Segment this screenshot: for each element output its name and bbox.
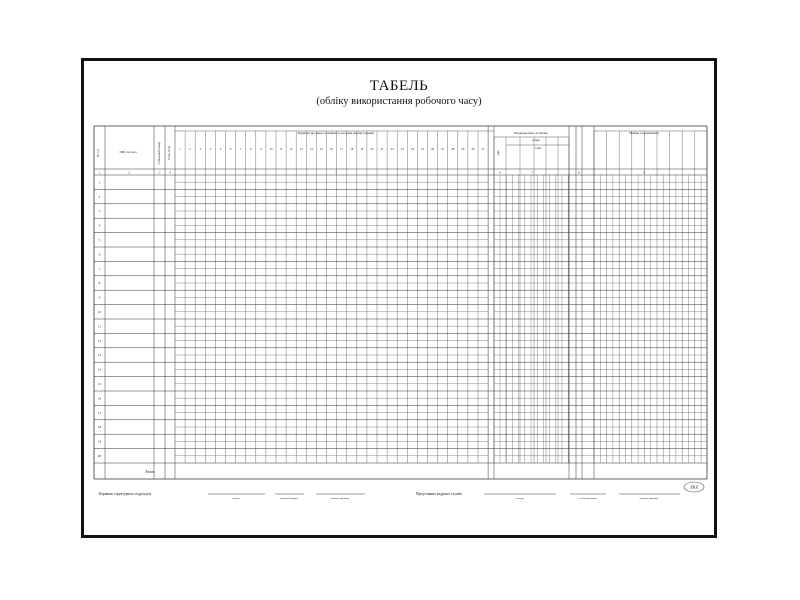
worked-sub-of-them: з них	[534, 146, 542, 150]
table-header	[96, 131, 659, 474]
day-number-4: 4	[209, 147, 212, 151]
column-number-6: 6	[499, 170, 501, 175]
col-tab-header: Табельний номер	[157, 141, 161, 165]
row-number-8: 8	[98, 281, 101, 286]
footer-right-label: Представник кадрової служби	[416, 492, 463, 496]
day-number-17: 17	[340, 147, 344, 151]
row-number-15: 15	[97, 382, 102, 386]
col-no-header: № з/п	[96, 149, 100, 157]
column-number-7: 7	[531, 170, 533, 175]
absences-header: Неявки за причинами	[629, 131, 659, 135]
row-number-14: 14	[97, 367, 102, 372]
table-grid	[94, 126, 707, 479]
day-number-8: 8	[250, 147, 252, 151]
day-number-23: 23	[400, 147, 404, 151]
page-title: ТАБЕЛЬ	[369, 78, 429, 94]
day-number-28: 28	[451, 147, 455, 151]
row-number-5: 5	[98, 238, 101, 242]
day-number-29: 29	[461, 147, 465, 151]
footer-left-field-1: посада	[232, 497, 240, 500]
row-number-7: 7	[98, 266, 101, 271]
column-number-1: 1	[98, 170, 101, 175]
total-label: Разом	[145, 470, 155, 474]
column-number-8: 8	[578, 170, 580, 175]
row-number-6: 6	[98, 252, 101, 257]
row-number-12: 12	[97, 338, 102, 343]
worked-sub-hours: годин	[532, 138, 540, 142]
footer-right-field-1: посада	[516, 497, 524, 500]
day-number-3: 3	[199, 147, 201, 151]
row-number-18: 18	[97, 425, 102, 430]
day-number-16: 16	[330, 147, 334, 151]
day-number-15: 15	[319, 147, 323, 151]
day-number-6: 6	[229, 147, 232, 151]
day-number-5: 5	[219, 147, 222, 151]
column-number-5: 5	[335, 170, 337, 175]
day-number-10: 10	[269, 147, 273, 151]
col-days-total-header: днів	[496, 150, 500, 156]
page-subtitle: (обліку використання робочого часу)	[316, 96, 482, 107]
row-number-9: 9	[98, 295, 101, 300]
column-number-labels	[99, 170, 646, 174]
worked-header: Відпрацьовано за місяць	[514, 131, 548, 135]
signature-footer	[99, 482, 704, 500]
publisher-logo-text: ZKZ	[690, 484, 698, 490]
day-number-1: 1	[179, 147, 181, 151]
row-number-20: 20	[97, 454, 102, 458]
day-number-30: 30	[471, 147, 475, 151]
day-number-27: 27	[441, 147, 445, 151]
col-name-header: ПІБ, посада	[119, 150, 137, 154]
row-number-17: 17	[97, 410, 102, 415]
timesheet-sheet	[84, 61, 714, 535]
day-number-19: 19	[360, 147, 364, 151]
row-number-4: 4	[98, 223, 101, 228]
day-number-26: 26	[431, 147, 435, 151]
day-number-2: 2	[189, 147, 191, 151]
day-number-9: 9	[260, 147, 262, 151]
footer-left-label: Керівник структурного підрозділу	[99, 492, 152, 496]
footer-left-field-3: ініціали, прізвище	[330, 497, 350, 500]
column-number-9: 9	[643, 170, 645, 175]
day-number-24: 24	[410, 147, 414, 151]
day-number-25: 25	[420, 147, 424, 151]
day-number-22: 22	[390, 147, 394, 151]
row-number-19: 19	[97, 439, 102, 444]
day-number-11: 11	[279, 147, 283, 151]
row-number-11: 11	[97, 324, 102, 329]
day-number-13: 13	[299, 147, 303, 151]
day-number-7: 7	[239, 147, 242, 151]
col-stat-header: Стать (ч/ж)	[167, 145, 171, 161]
row-number-2: 2	[98, 194, 101, 199]
day-number-31: 31	[481, 147, 485, 151]
row-number-10: 10	[97, 310, 102, 314]
row-number-13: 13	[97, 353, 102, 358]
footer-left-field-2: особистий підпис	[279, 497, 299, 500]
day-number-20: 20	[370, 147, 374, 151]
day-number-18: 18	[350, 147, 354, 151]
row-number-1: 1	[98, 180, 101, 185]
days-header: Відмітки про явки та неявки за числами місяця (години)	[297, 131, 375, 135]
day-number-12: 12	[289, 147, 293, 151]
column-number-3: 3	[158, 170, 161, 175]
timesheet-frame	[81, 58, 717, 538]
footer-right-field-2: особистий підпис	[578, 497, 598, 500]
row-number-16: 16	[97, 396, 102, 401]
column-number-4: 4	[169, 170, 171, 175]
day-labels	[179, 147, 485, 151]
publisher-logo-icon	[684, 482, 704, 492]
column-number-2: 2	[128, 170, 130, 175]
day-number-14: 14	[309, 147, 313, 151]
day-number-21: 21	[380, 147, 384, 151]
row-number-3: 3	[98, 209, 101, 214]
footer-right-field-3: ініціали, прізвище	[639, 497, 659, 500]
